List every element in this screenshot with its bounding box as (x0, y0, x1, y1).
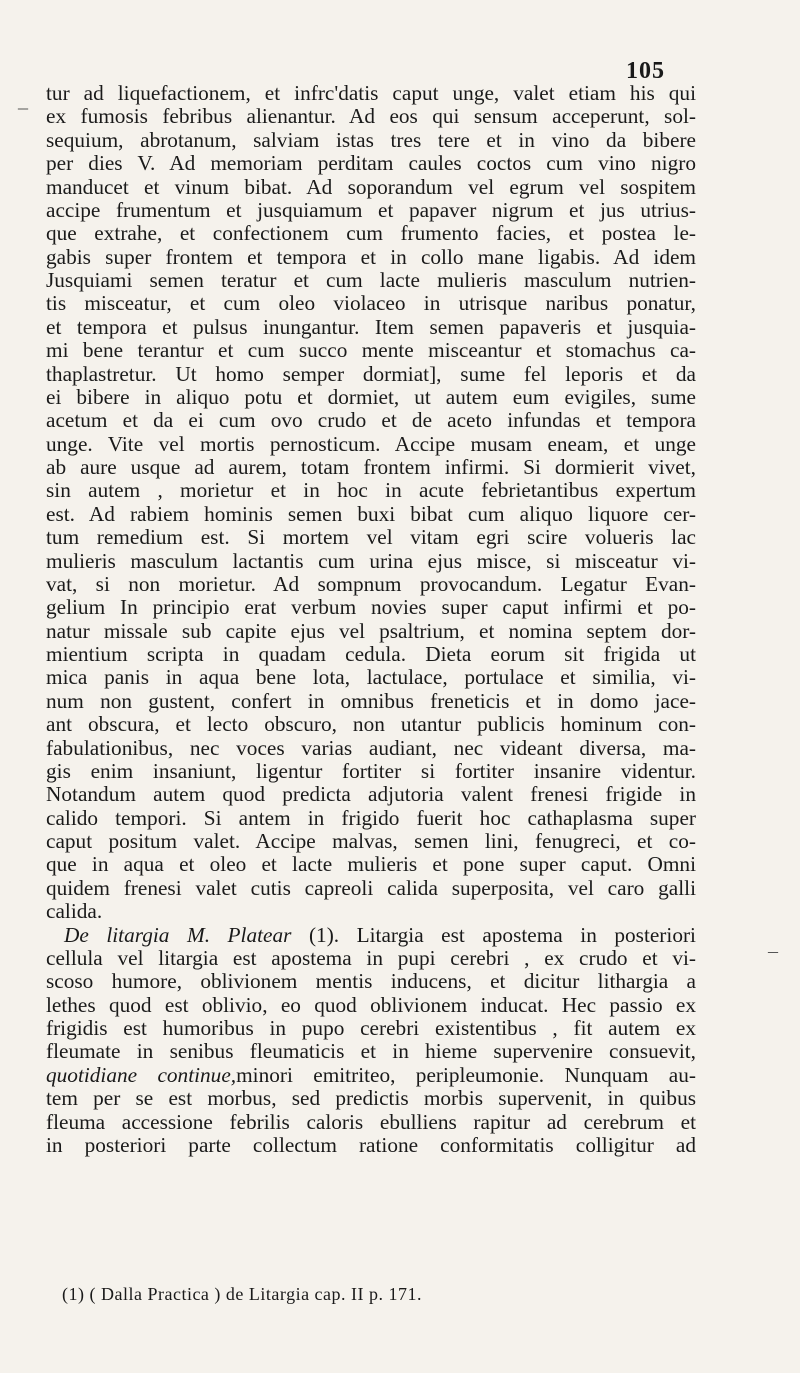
text-line: sequium, abrotanum, salviam istas tres tere et in vino da bibere (46, 128, 696, 152)
text-line: mi bene terantur et cum succo mente misceantur et stomachus ca- (46, 339, 696, 363)
text-line: vat, si non morietur. Ad sompnum provocandum. Legatur Evan- (46, 572, 696, 596)
paragraph-remedies (46, 82, 696, 924)
text-line: et tempora et pulsus inungantur. Item semen papaveris et jusquia- (46, 315, 696, 339)
text-line: natur missale sub capite ejus vel psaltrium, et nomina septem dor- (46, 619, 696, 643)
text-line: tum remedium est. Si mortem vel vitam egri scire volueris lac (46, 526, 696, 550)
text-line: per dies V. Ad memoriam perditam caules coctos cum vino nigro (46, 152, 696, 176)
footnote-reference: (1). (291, 923, 357, 947)
text-line: Jusquiami semen teratur et cum lacte mulieris masculum nutrien- (46, 269, 696, 292)
text-line: acetum et da ei cum ovo crudo et de aceto infundas et tempora (46, 409, 696, 433)
text-line: tem per se est morbus, sed predictis morbis supervenit, in quibus (46, 1087, 696, 1111)
text-line: tis misceatur, et cum oleo violaceo in utrisque naribus ponatur, (46, 292, 696, 316)
text-line: scoso humore, oblivionem mentis inducens, et dicitur lithargia a (46, 970, 696, 994)
text-line: lethes quod est oblivio, eo quod oblivionem inducat. Hec passio ex (46, 993, 696, 1017)
text-line: Notandum autem quod predicta adjutoria valent frenesi frigide in (46, 783, 696, 807)
text-line: in posteriori parte collectum ratione conformitatis colligitur ad (46, 1133, 696, 1157)
text-line: unge. Vite vel mortis pernosticum. Accipe musam eneam, et unge (46, 432, 696, 456)
text-line: ab aure usque ad aurem, totam frontem infirmi. Si dormierit vivet, (46, 456, 696, 479)
text-line: accipe frumentum et jusquiamum et papaver nigrum et jus utrius- (46, 198, 696, 222)
text-line: calido tempori. Si antem in frigido fuerit hoc cathaplasma super (46, 806, 696, 830)
body-text (46, 82, 696, 1157)
text-line: ant obscura, et lecto obscuro, non utantur publicis hominum con- (46, 713, 696, 737)
text-line: mulieris masculum lactantis cum urina ejus misce, si misceatur vi- (46, 549, 696, 573)
margin-mark: – (768, 940, 778, 962)
text-line: ex fumosis febribus alienantur. Ad eos qui sensum acceperunt, sol- (46, 105, 696, 129)
text-line: mica panis in aqua bene lota, lactulace, portulace et similia, vi- (46, 666, 696, 690)
italic-phrase: quotidiane continue, (46, 1063, 237, 1087)
text-line: gis enim insaniunt, ligentur fortiter si fortiter insanire videntur. (46, 759, 696, 783)
text-line: num non gustent, confert in omnibus freneticis et in domo jace- (46, 689, 696, 713)
text-line: fleuma accessione febrilis caloris ebulliens rapitur ad cerebrum et (46, 1110, 696, 1134)
text-line: manducet et vinum bibat. Ad soporandum vel egrum vel sospitem (46, 175, 696, 199)
text-line: quidem frenesi valet cutis capreoli calida superposita, vel caro galli (46, 876, 696, 900)
text-line: mientium scripta in quadam cedula. Dieta eorum sit frigida ut (46, 643, 696, 666)
text-line: fabulationibus, nec voces varias audiant, nec videant diversa, ma- (46, 736, 696, 760)
text-line (46, 1064, 696, 1087)
page-number: 105 (626, 58, 665, 84)
section-heading-line (46, 924, 696, 947)
text-line: ei bibere in aliquo potu et dormiet, ut autem eum evigiles, sume (46, 385, 696, 409)
text-line: gabis super frontem et tempora et in collo mane ligabis. Ad idem (46, 245, 696, 269)
text-line: calida. (46, 900, 103, 924)
text-line: que extrahe, et confectionem cum frumento facies, et postea le- (46, 222, 696, 246)
text-line: fleumate in senibus fleumaticis et in hieme supervenire consuevit, (46, 1040, 696, 1064)
margin-mark: _ (18, 90, 28, 112)
text-line: frigidis est humoribus in pupo cerebri existentibus , fit autem ex (46, 1017, 696, 1040)
section-title: De litargia M. Platear (64, 923, 292, 947)
text-line: que in aqua et oleo et lacte mulieris et pone super caput. Omni (46, 853, 696, 877)
footnote: (1) ( Dalla Practica ) de Litargia cap. II p. 171. (62, 1284, 423, 1304)
text-line: gelium In principio erat verbum novies super caput infirmi et po- (46, 596, 696, 620)
text-line: tur ad liquefactionem, et infrc'datis caput unge, valet etiam his qui (46, 82, 696, 105)
heading-line-text: Litargia est apostema in posteriori (356, 923, 696, 947)
text-line: caput positum valet. Accipe malvas, semen lini, fenugreci, et co- (46, 830, 696, 853)
text-line: sin autem , morietur et in hoc in acute febrietantibus expertum (46, 479, 696, 503)
text-line: cellula vel litargia est apostema in pupi cerebri , ex crudo et vi- (46, 946, 696, 970)
paragraph-litargia-end (46, 1087, 696, 1157)
paragraph-litargia (46, 947, 696, 1064)
text-line: thaplastretur. Ut homo semper dormiat], sume fel leporis et da (46, 362, 696, 386)
line-text: minori emitriteo, peripleumonie. Nunquam au- (236, 1063, 696, 1087)
text-line: est. Ad rabiem hominis semen buxi bibat cum aliquo liquore cer- (46, 502, 696, 526)
